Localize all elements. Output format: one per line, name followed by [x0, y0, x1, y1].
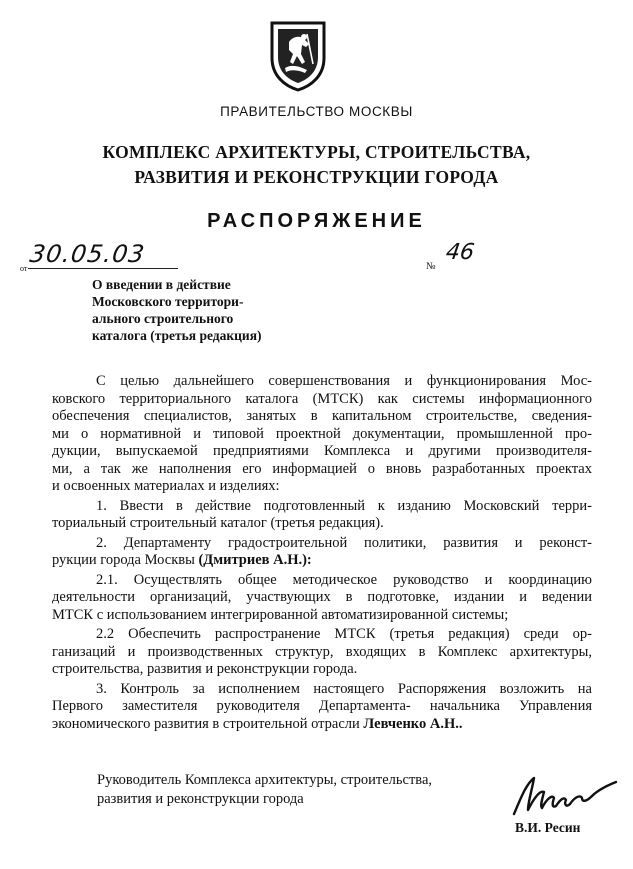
handwritten-signature-icon	[506, 770, 622, 820]
item-1-line: 1. Ввести в действие подготовленный к изданию Московский терри-	[96, 497, 592, 514]
document-date: 30.05.03	[28, 240, 147, 268]
document-type: РАСПОРЯЖЕНИЕ	[207, 210, 426, 232]
preamble-line: дукции, выпускаемой предприятиями Комплекса и другими производителя-	[52, 443, 592, 459]
complex-title	[0, 140, 633, 190]
signer-name: В.И. Ресин	[515, 820, 581, 835]
signer-position-line2: развития и реконструкции города	[97, 791, 304, 807]
date-prefix: от	[20, 264, 28, 273]
preamble-line: и освоенных материалах и изделиях:	[52, 478, 280, 494]
complex-title-line2: РАЗВИТИЯ И РЕКОНСТРУКЦИИ ГОРОДА	[134, 167, 499, 187]
document-subject	[92, 276, 322, 344]
item-2-1-line: МТСК с использованием интегрированной автоматизированной системы;	[52, 606, 509, 623]
item-2-1-line: деятельности организаций, участвующих в подготовке, издании и ведении	[52, 589, 592, 605]
item-2-responsible: (Дмитриев А.Н.):	[198, 552, 312, 568]
item-2-2-line: 2.2 Обеспечить распространение МТСК (третья редакция) среди ор-	[96, 626, 592, 642]
subject-line: Московского территори-	[92, 294, 244, 309]
signer-position-line1: Руководитель Комплекса архитектуры, строительства,	[97, 772, 433, 788]
document-body	[52, 373, 592, 733]
item-3-text: экономического развития в строительной отрасли	[52, 715, 364, 732]
preamble-line: обеспечения специалистов, занятых в капитальном строительстве, сведения-	[52, 408, 592, 424]
signer-position	[97, 771, 517, 809]
item-2-2-line: ганизаций и производственных структур, входящих в Комплекс архитектуры,	[52, 643, 592, 660]
preamble-line: ми о нормативной и типовой проектной документации, промышленной про-	[52, 425, 592, 442]
item-3-line: 3. Контроль за исполнением настоящего Распоряжения возложить на	[96, 680, 592, 697]
complex-title-line1: КОМПЛЕКС АРХИТЕКТУРЫ, СТРОИТЕЛЬСТВА,	[102, 142, 531, 162]
government-heading: ПРАВИТЕЛЬСТВО МОСКВЫ	[220, 104, 413, 119]
item-1-line: ториальный строительный каталог (третья редакция).	[52, 515, 384, 531]
item-2-2-line: строительства, развития и реконструкции города.	[52, 661, 358, 677]
subject-line: О введении в действие	[92, 277, 231, 292]
item-2-text: рукции города Москвы	[52, 552, 199, 568]
item-2-line	[52, 552, 592, 570]
subject-line: ального строительного	[92, 311, 234, 326]
preamble-line: С целью дальнейшего совершенствования и функционирования Мос-	[96, 373, 592, 389]
item-3-responsible: Левченко А.Н..	[363, 715, 463, 732]
moscow-coat-of-arms-icon	[269, 20, 327, 92]
item-3-line	[52, 716, 592, 734]
number-label: №	[426, 261, 436, 272]
item-3-line: Первого заместителя руководителя Департамента- начальника Управления	[52, 698, 592, 714]
subject-line: каталога (третья редакция)	[92, 328, 262, 343]
preamble-line: ми, а так же наполнения его информацией о вновь разработанных проектах	[52, 460, 592, 477]
item-2-1-line: 2.1. Осуществлять общее методическое руководство и координацию	[96, 571, 592, 588]
preamble-line: ковского территориального каталога (МТСК) как системы информационного	[52, 390, 592, 407]
date-underline	[28, 268, 178, 269]
item-2-line: 2. Департаменту градостроительной политики, развития и реконст-	[96, 534, 592, 551]
document-number: 46	[444, 240, 476, 265]
